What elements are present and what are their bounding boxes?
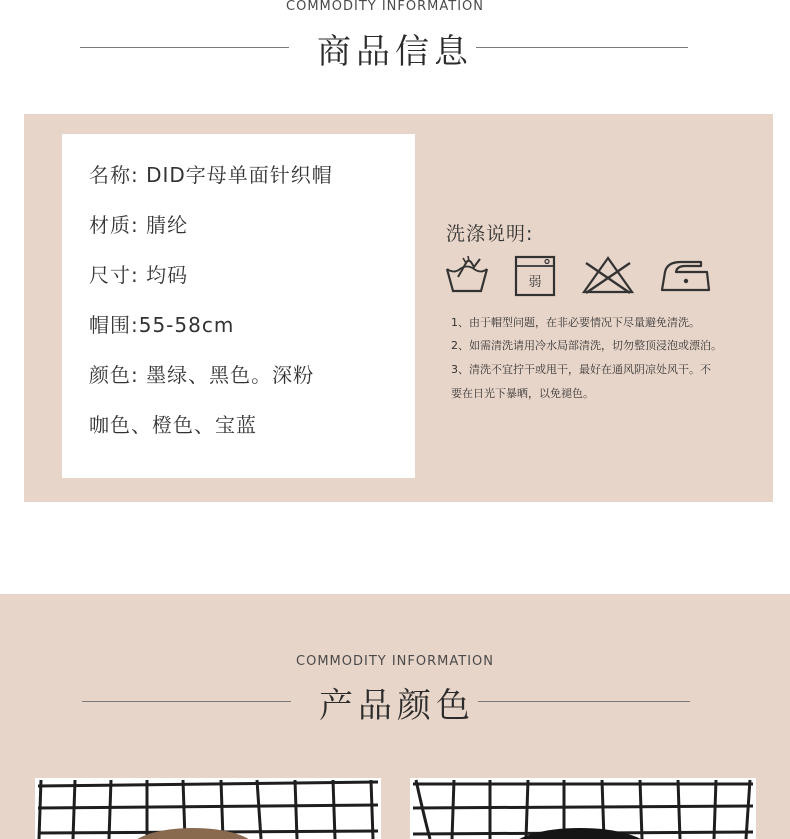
section-title: 商品信息: [317, 32, 473, 72]
spec-name: 名称: DID字母单面针织帽: [89, 163, 333, 187]
iron-icon: [659, 258, 711, 294]
spec-circumference: 帽围:55-58cm: [89, 313, 235, 337]
care-note-3: 3、清洗不宜拧干或甩干，最好在通风阴凉处风干。不: [451, 363, 711, 376]
section-subtitle: COMMODITY INFORMATION: [286, 0, 484, 14]
divider-right-2: [478, 701, 690, 702]
section-title-2: 产品颜色: [319, 686, 475, 726]
care-title: 洗涤说明:: [446, 223, 534, 245]
section-subtitle-2: COMMODITY INFORMATION: [296, 654, 494, 669]
spec-colors-cont: 咖色、橙色、宝蓝: [89, 413, 257, 437]
spec-colors: 颜色: 墨绿、黑色。深粉: [89, 363, 315, 387]
dryer-label: 弱: [528, 275, 542, 290]
no-bleach-icon: [580, 255, 636, 295]
photo-grid-black: [410, 778, 756, 839]
spec-material: 材质: 腈纶: [89, 213, 189, 237]
care-note-2: 2、如需清洗请用冷水局部清洗，切勿整顶浸泡或漂泊。: [451, 339, 722, 352]
photo-grid-brown: [35, 778, 381, 839]
spec-size: 尺寸: 均码: [89, 263, 189, 287]
product-photo-brown[interactable]: [35, 778, 381, 839]
weak-machine-wash-icon: [514, 255, 556, 297]
care-note-1: 1、由于帽型问题，在非必要情况下尽量避免清洗。: [451, 316, 700, 329]
hand-wash-icon: [444, 255, 490, 295]
care-note-4: 要在日光下暴晒，以免褪色。: [451, 387, 594, 400]
divider-right: [476, 47, 688, 48]
product-photo-black[interactable]: [410, 778, 756, 839]
